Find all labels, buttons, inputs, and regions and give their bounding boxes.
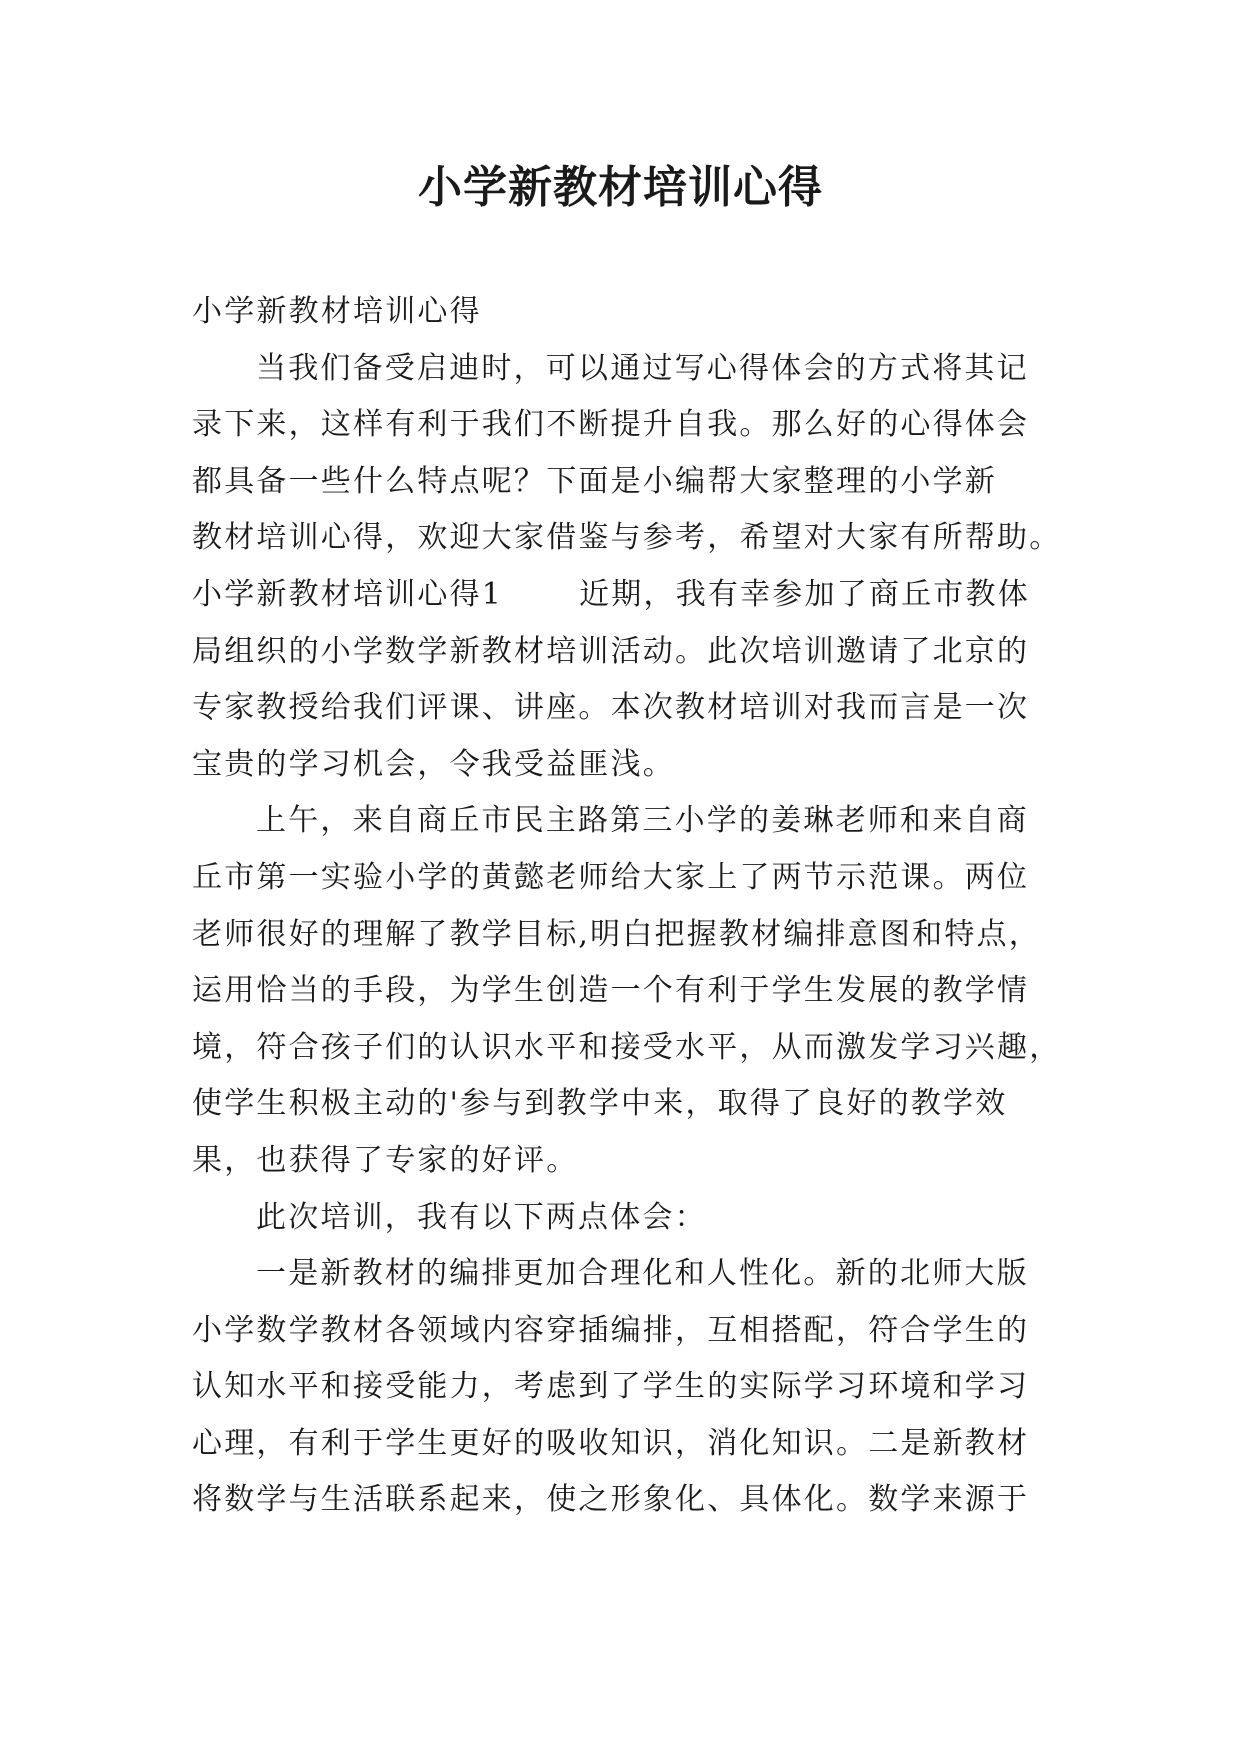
paragraph-text: 近期，我有幸参加了商丘市教体 [579,576,1030,612]
paragraph-line: 上午，来自商丘市民主路第三小学的姜琳老师和来自商 [256,803,1029,839]
paragraph-line: 丘市第一实验小学的黄懿老师给大家上了两节示范课。两位 [192,859,1030,895]
paragraph-line: 心理，有利于学生更好的吸收知识，消化知识。二是新教材 [192,1425,1030,1461]
section-heading-line [192,567,1049,624]
paragraph-line: 运用恰当的手段，为学生创造一个有利于学生发展的教学情 [192,973,1030,1009]
paragraph-line: 境，符合孩子们的认识水平和接受水平，从而激发学习兴趣， [192,1029,1062,1065]
paragraph-line: 将数学与生活联系起来，使之形象化、具体化。数学来源于 [192,1482,1030,1518]
paragraph-line: 一是新教材的编排更加合理化和人性化。新的北师大版 [256,1256,1029,1292]
section-heading: 小学新教材培训心得1 [192,576,504,612]
paragraph-line: 老师很好的理解了教学目标,明白把握教材编排意图和特点， [192,916,1041,952]
paragraph-line: 认知水平和接受能力，考虑到了学生的实际学习环境和学习 [192,1369,1030,1405]
subtitle-line: 小学新教材培训心得 [192,294,482,329]
paragraph-line: 小学数学教材各领域内容穿插编排，互相搭配，符合学生的 [192,1312,1030,1348]
paragraph-line: 使学生积极主动的'参与到教学中来，取得了良好的教学效 [192,1086,1008,1122]
document-body [192,284,1062,1529]
paragraph-line: 专家教授给我们评课、讲座。本次教材培训对我而言是一次 [192,690,1030,726]
paragraph-line: 都具备一些什么特点呢？下面是小编帮大家整理的小学新 [192,463,997,499]
paragraph-line: 当我们备受启迪时，可以通过写心得体会的方式将其记 [256,350,1029,386]
paragraph-line: 果，也获得了专家的好评。 [192,1142,579,1178]
paragraph-line: 此次培训，我有以下两点体会： [256,1199,707,1235]
paragraph-line: 局组织的小学数学新教材培训活动。此次培训邀请了北京的 [192,633,1030,669]
document-title: 小学新教材培训心得 [418,162,823,213]
paragraph-line: 教材培训心得，欢迎大家借鉴与参考，希望对大家有所帮助。 [192,520,1062,556]
paragraph-line: 宝贵的学习机会，令我受益匪浅。 [192,746,675,782]
paragraph-line: 录下来，这样有利于我们不断提升自我。那么好的心得体会 [192,407,1030,443]
